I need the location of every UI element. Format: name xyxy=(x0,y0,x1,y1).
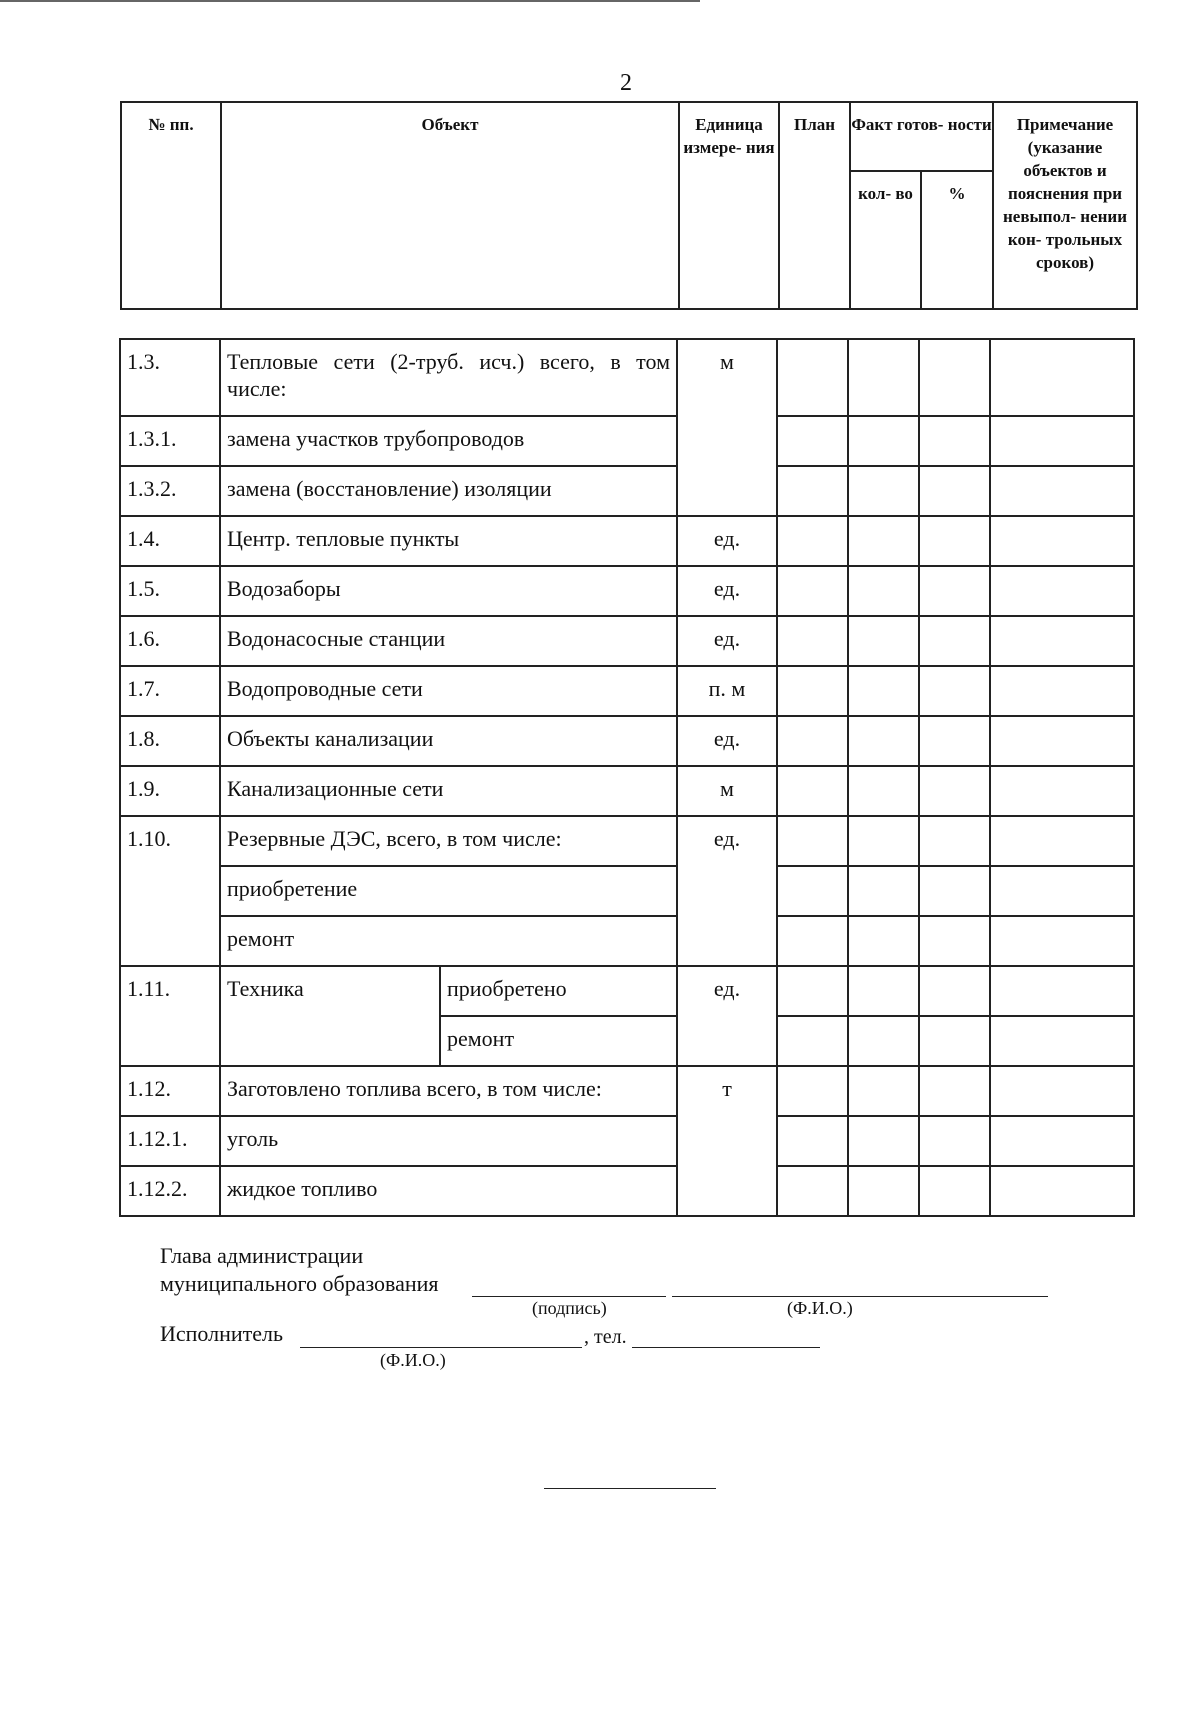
row-object: Водонасосные станции xyxy=(220,616,677,666)
table-row xyxy=(120,1116,1134,1166)
row-subitem: ремонт xyxy=(440,1016,677,1066)
row-number: 1.3.1. xyxy=(120,416,220,466)
top-edge-rule xyxy=(0,0,700,2)
header-object: Объект xyxy=(221,102,679,309)
header-pct: % xyxy=(921,171,993,309)
row-object: Водопроводные сети xyxy=(220,666,677,716)
fio-caption: (Ф.И.О.) xyxy=(787,1298,853,1318)
table-row xyxy=(120,1166,1134,1216)
table-row xyxy=(120,666,1134,716)
row-unit: м xyxy=(677,766,777,816)
row-unit: ед. xyxy=(677,566,777,616)
header-qty: кол- во xyxy=(850,171,921,309)
row-number: 1.10. xyxy=(120,816,220,966)
row-number: 1.12.2. xyxy=(120,1166,220,1216)
header-unit: Единица измере- ния xyxy=(679,102,779,309)
table-row xyxy=(120,766,1134,816)
row-number: 1.9. xyxy=(120,766,220,816)
table-row xyxy=(120,516,1134,566)
row-object: Заготовлено топлива всего, в том числе: xyxy=(220,1066,677,1116)
table-row xyxy=(120,616,1134,666)
body-table xyxy=(119,338,1135,1217)
row-number: 1.7. xyxy=(120,666,220,716)
row-unit: ед. xyxy=(677,716,777,766)
row-object: жидкое топливо xyxy=(220,1166,677,1216)
header-fact: Факт готов- ности xyxy=(850,102,993,171)
signature-caption: (подпись) xyxy=(532,1298,607,1318)
end-rule xyxy=(544,1488,716,1489)
row-object: уголь xyxy=(220,1116,677,1166)
row-object: Объекты канализации xyxy=(220,716,677,766)
table-row xyxy=(120,966,1134,1016)
header-note: Примечание (указание объектов и пояснения при невыпол- нении кон- трольных сроков) xyxy=(993,102,1137,309)
row-subitem: приобретение xyxy=(220,866,677,916)
row-object: Водозаборы xyxy=(220,566,677,616)
row-unit: ед. xyxy=(677,516,777,566)
row-number: 1.4. xyxy=(120,516,220,566)
head-title-line1: Глава администрации xyxy=(160,1243,364,1268)
table-row xyxy=(120,566,1134,616)
header-table xyxy=(120,101,1138,310)
row-object: замена (восстановление) изоляции xyxy=(220,466,677,516)
row-number: 1.12. xyxy=(120,1066,220,1116)
executor-fio-line xyxy=(300,1347,582,1348)
executor-label: Исполнитель xyxy=(160,1321,284,1346)
header-plan: План xyxy=(779,102,850,309)
row-subitem: ремонт xyxy=(220,916,677,966)
row-number: 1.8. xyxy=(120,716,220,766)
row-unit: ед. xyxy=(677,816,777,966)
table-row xyxy=(120,716,1134,766)
header-num: № пп. xyxy=(121,102,221,309)
fio-line xyxy=(672,1296,1048,1297)
row-unit: ед. xyxy=(677,966,777,1066)
table-row xyxy=(120,466,1134,516)
head-title-line2: муниципального образования xyxy=(160,1271,439,1296)
row-unit: ед. xyxy=(677,616,777,666)
row-object: Техника xyxy=(220,966,440,1066)
row-number: 1.5. xyxy=(120,566,220,616)
row-subitem: приобретено xyxy=(440,966,677,1016)
row-number: 1.6. xyxy=(120,616,220,666)
table-row xyxy=(120,339,1134,416)
executor-fio-caption: (Ф.И.О.) xyxy=(380,1350,446,1370)
table-row xyxy=(120,416,1134,466)
row-object: Канализационные сети xyxy=(220,766,677,816)
row-unit: т xyxy=(677,1066,777,1216)
row-object: замена участков трубопроводов xyxy=(220,416,677,466)
page-number: 2 xyxy=(620,70,632,96)
row-object: Тепловые сети (2-труб. исч.) всего, в том числе: xyxy=(220,339,677,416)
row-object: Резервные ДЭС, всего, в том числе: xyxy=(220,816,677,866)
row-number: 1.12.1. xyxy=(120,1116,220,1166)
row-number: 1.11. xyxy=(120,966,220,1066)
row-number: 1.3.2. xyxy=(120,466,220,516)
row-unit: м xyxy=(677,339,777,516)
tel-label: , тел. xyxy=(584,1326,627,1348)
table-row xyxy=(120,866,1134,916)
row-number: 1.3. xyxy=(120,339,220,416)
row-unit: п. м xyxy=(677,666,777,716)
table-row xyxy=(120,816,1134,866)
signature-line xyxy=(472,1296,666,1297)
table-row xyxy=(120,916,1134,966)
table-row xyxy=(120,1066,1134,1116)
row-object: Центр. тепловые пункты xyxy=(220,516,677,566)
tel-line xyxy=(632,1347,820,1348)
